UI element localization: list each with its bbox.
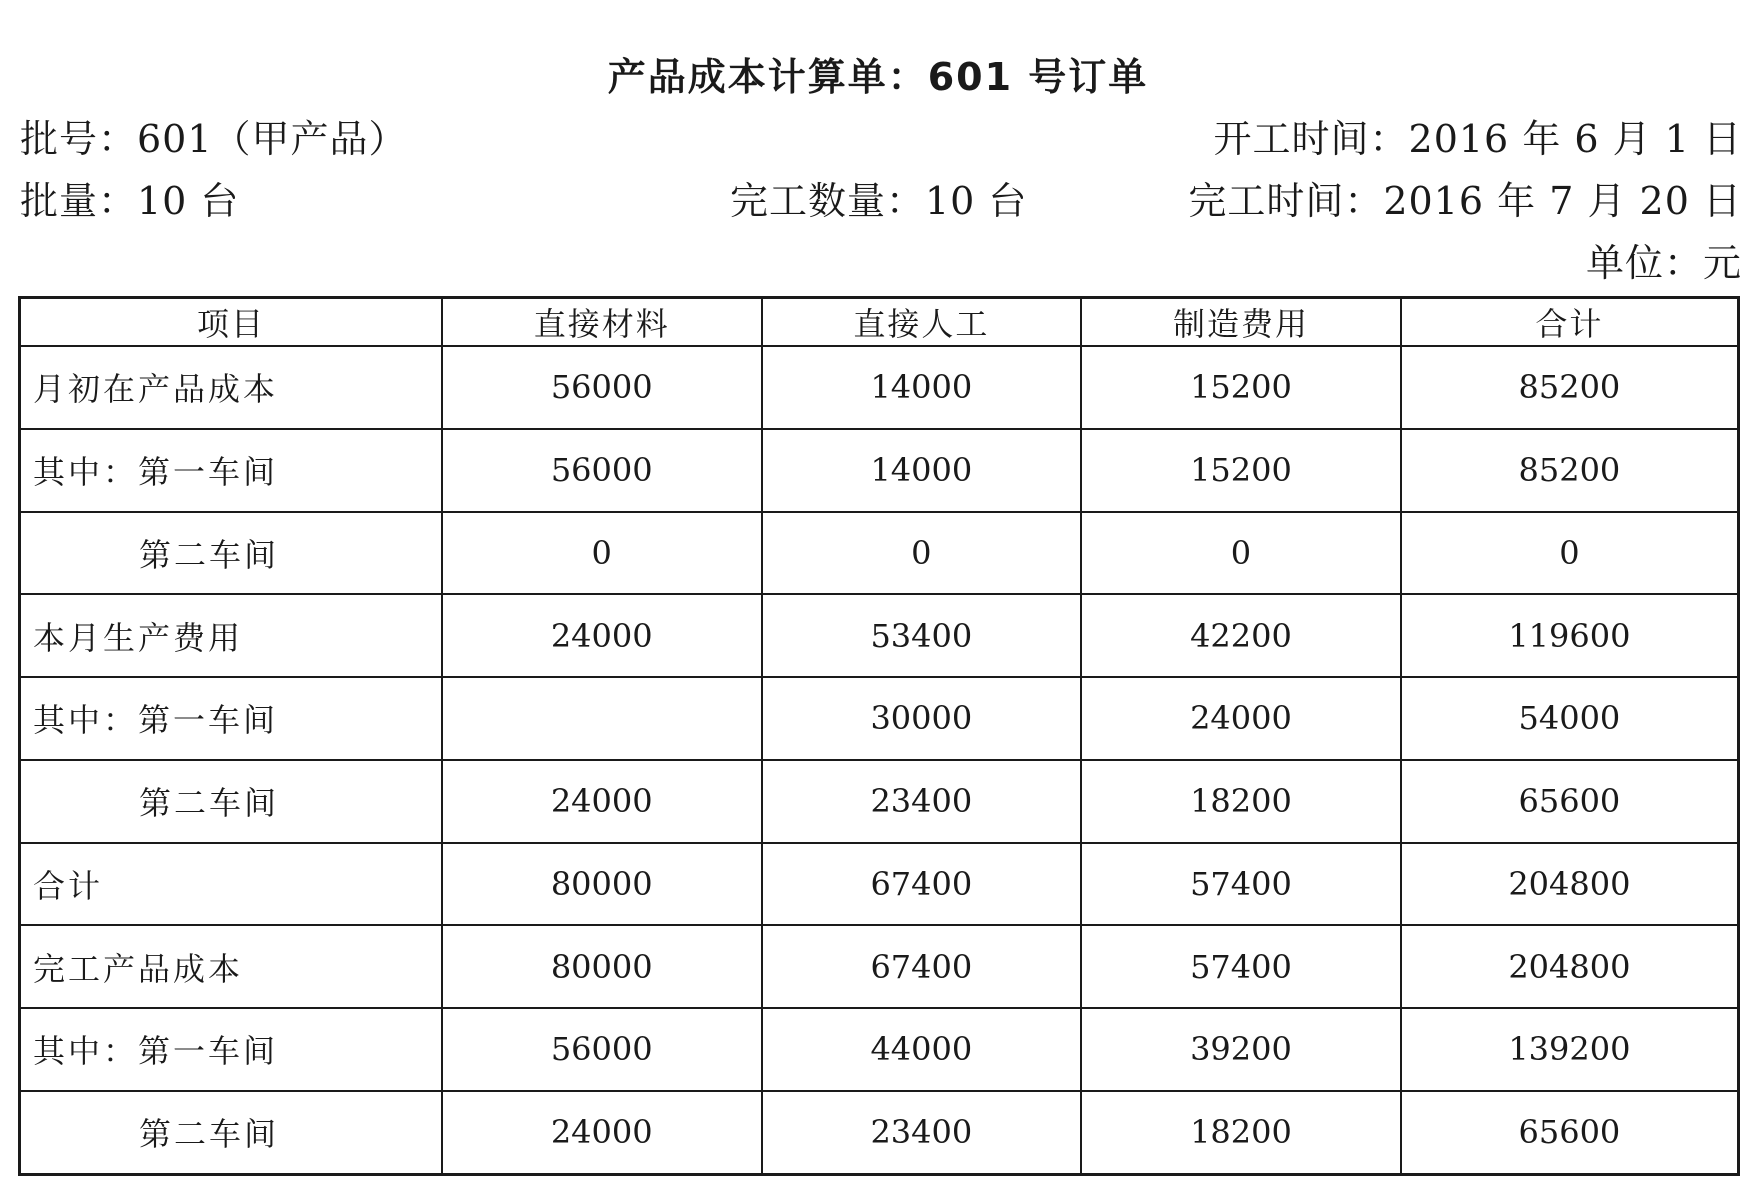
completion-time: 完工时间：2016 年 7 月 20 日 xyxy=(1188,179,1742,223)
table-cell: 67400 xyxy=(762,843,1082,926)
cost-table-body xyxy=(20,346,1739,1175)
batch-size: 批量：10 台 xyxy=(20,179,240,223)
table-cell: 57400 xyxy=(1081,925,1401,1008)
batch-number: 批号：601（甲产品） xyxy=(20,117,408,161)
row-label: 其中：第一车间 xyxy=(20,429,442,512)
row-label: 月初在产品成本 xyxy=(20,346,442,429)
table-cell: 80000 xyxy=(442,925,762,1008)
table-cell: 56000 xyxy=(442,346,762,429)
row-label: 第二车间 xyxy=(20,1091,442,1175)
table-row xyxy=(20,677,1739,760)
table-cell: 67400 xyxy=(762,925,1082,1008)
row-label: 其中：第一车间 xyxy=(20,677,442,760)
cost-table xyxy=(18,296,1740,1176)
table-cell: 80000 xyxy=(442,843,762,926)
table-cell: 24000 xyxy=(442,1091,762,1175)
header-item: 项目 xyxy=(20,298,442,347)
table-cell: 56000 xyxy=(442,1008,762,1091)
table-cell: 18200 xyxy=(1081,760,1401,843)
row-label: 其中：第一车间 xyxy=(20,1008,442,1091)
table-cell: 39200 xyxy=(1081,1008,1401,1091)
header-direct-labor: 直接人工 xyxy=(762,298,1082,347)
row-label: 第二车间 xyxy=(20,512,442,595)
table-cell: 0 xyxy=(1401,512,1739,595)
table-cell: 24000 xyxy=(1081,677,1401,760)
header-total: 合计 xyxy=(1401,298,1739,347)
table-row xyxy=(20,346,1739,429)
table-cell: 42200 xyxy=(1081,594,1401,677)
start-time: 开工时间：2016 年 6 月 1 日 xyxy=(1213,117,1742,161)
table-row xyxy=(20,1008,1739,1091)
table-cell: 44000 xyxy=(762,1008,1082,1091)
table-cell: 65600 xyxy=(1401,760,1739,843)
table-row xyxy=(20,760,1739,843)
table-cell: 204800 xyxy=(1401,843,1739,926)
table-cell: 54000 xyxy=(1401,677,1739,760)
table-cell: 24000 xyxy=(442,594,762,677)
table-cell: 14000 xyxy=(762,429,1082,512)
table-row xyxy=(20,594,1739,677)
row-label: 本月生产费用 xyxy=(20,594,442,677)
row-label: 第二车间 xyxy=(20,760,442,843)
table-cell: 14000 xyxy=(762,346,1082,429)
table-row xyxy=(20,1091,1739,1175)
table-cell: 18200 xyxy=(1081,1091,1401,1175)
table-cell: 119600 xyxy=(1401,594,1739,677)
table-cell: 85200 xyxy=(1401,346,1739,429)
table-cell: 204800 xyxy=(1401,925,1739,1008)
currency-unit: 单位：元 xyxy=(1585,241,1742,285)
table-cell: 15200 xyxy=(1081,429,1401,512)
header-manufacturing-overhead: 制造费用 xyxy=(1081,298,1401,347)
table-row xyxy=(20,429,1739,512)
table-cell: 24000 xyxy=(442,760,762,843)
table-cell: 0 xyxy=(762,512,1082,595)
table-cell: 0 xyxy=(442,512,762,595)
document-title: 产品成本计算单：601 号订单 xyxy=(607,55,1149,99)
table-cell xyxy=(442,677,762,760)
header-direct-materials: 直接材料 xyxy=(442,298,762,347)
table-cell: 23400 xyxy=(762,760,1082,843)
table-row xyxy=(20,512,1739,595)
table-header-row xyxy=(20,298,1739,347)
table-cell: 65600 xyxy=(1401,1091,1739,1175)
row-label: 完工产品成本 xyxy=(20,925,442,1008)
table-row xyxy=(20,843,1739,926)
table-cell: 57400 xyxy=(1081,843,1401,926)
table-cell: 56000 xyxy=(442,429,762,512)
row-label: 合计 xyxy=(20,843,442,926)
table-cell: 85200 xyxy=(1401,429,1739,512)
table-row xyxy=(20,925,1739,1008)
table-cell: 53400 xyxy=(762,594,1082,677)
completed-quantity: 完工数量：10 台 xyxy=(730,179,1028,223)
table-cell: 30000 xyxy=(762,677,1082,760)
table-cell: 23400 xyxy=(762,1091,1082,1175)
table-cell: 139200 xyxy=(1401,1008,1739,1091)
table-cell: 0 xyxy=(1081,512,1401,595)
table-cell: 15200 xyxy=(1081,346,1401,429)
